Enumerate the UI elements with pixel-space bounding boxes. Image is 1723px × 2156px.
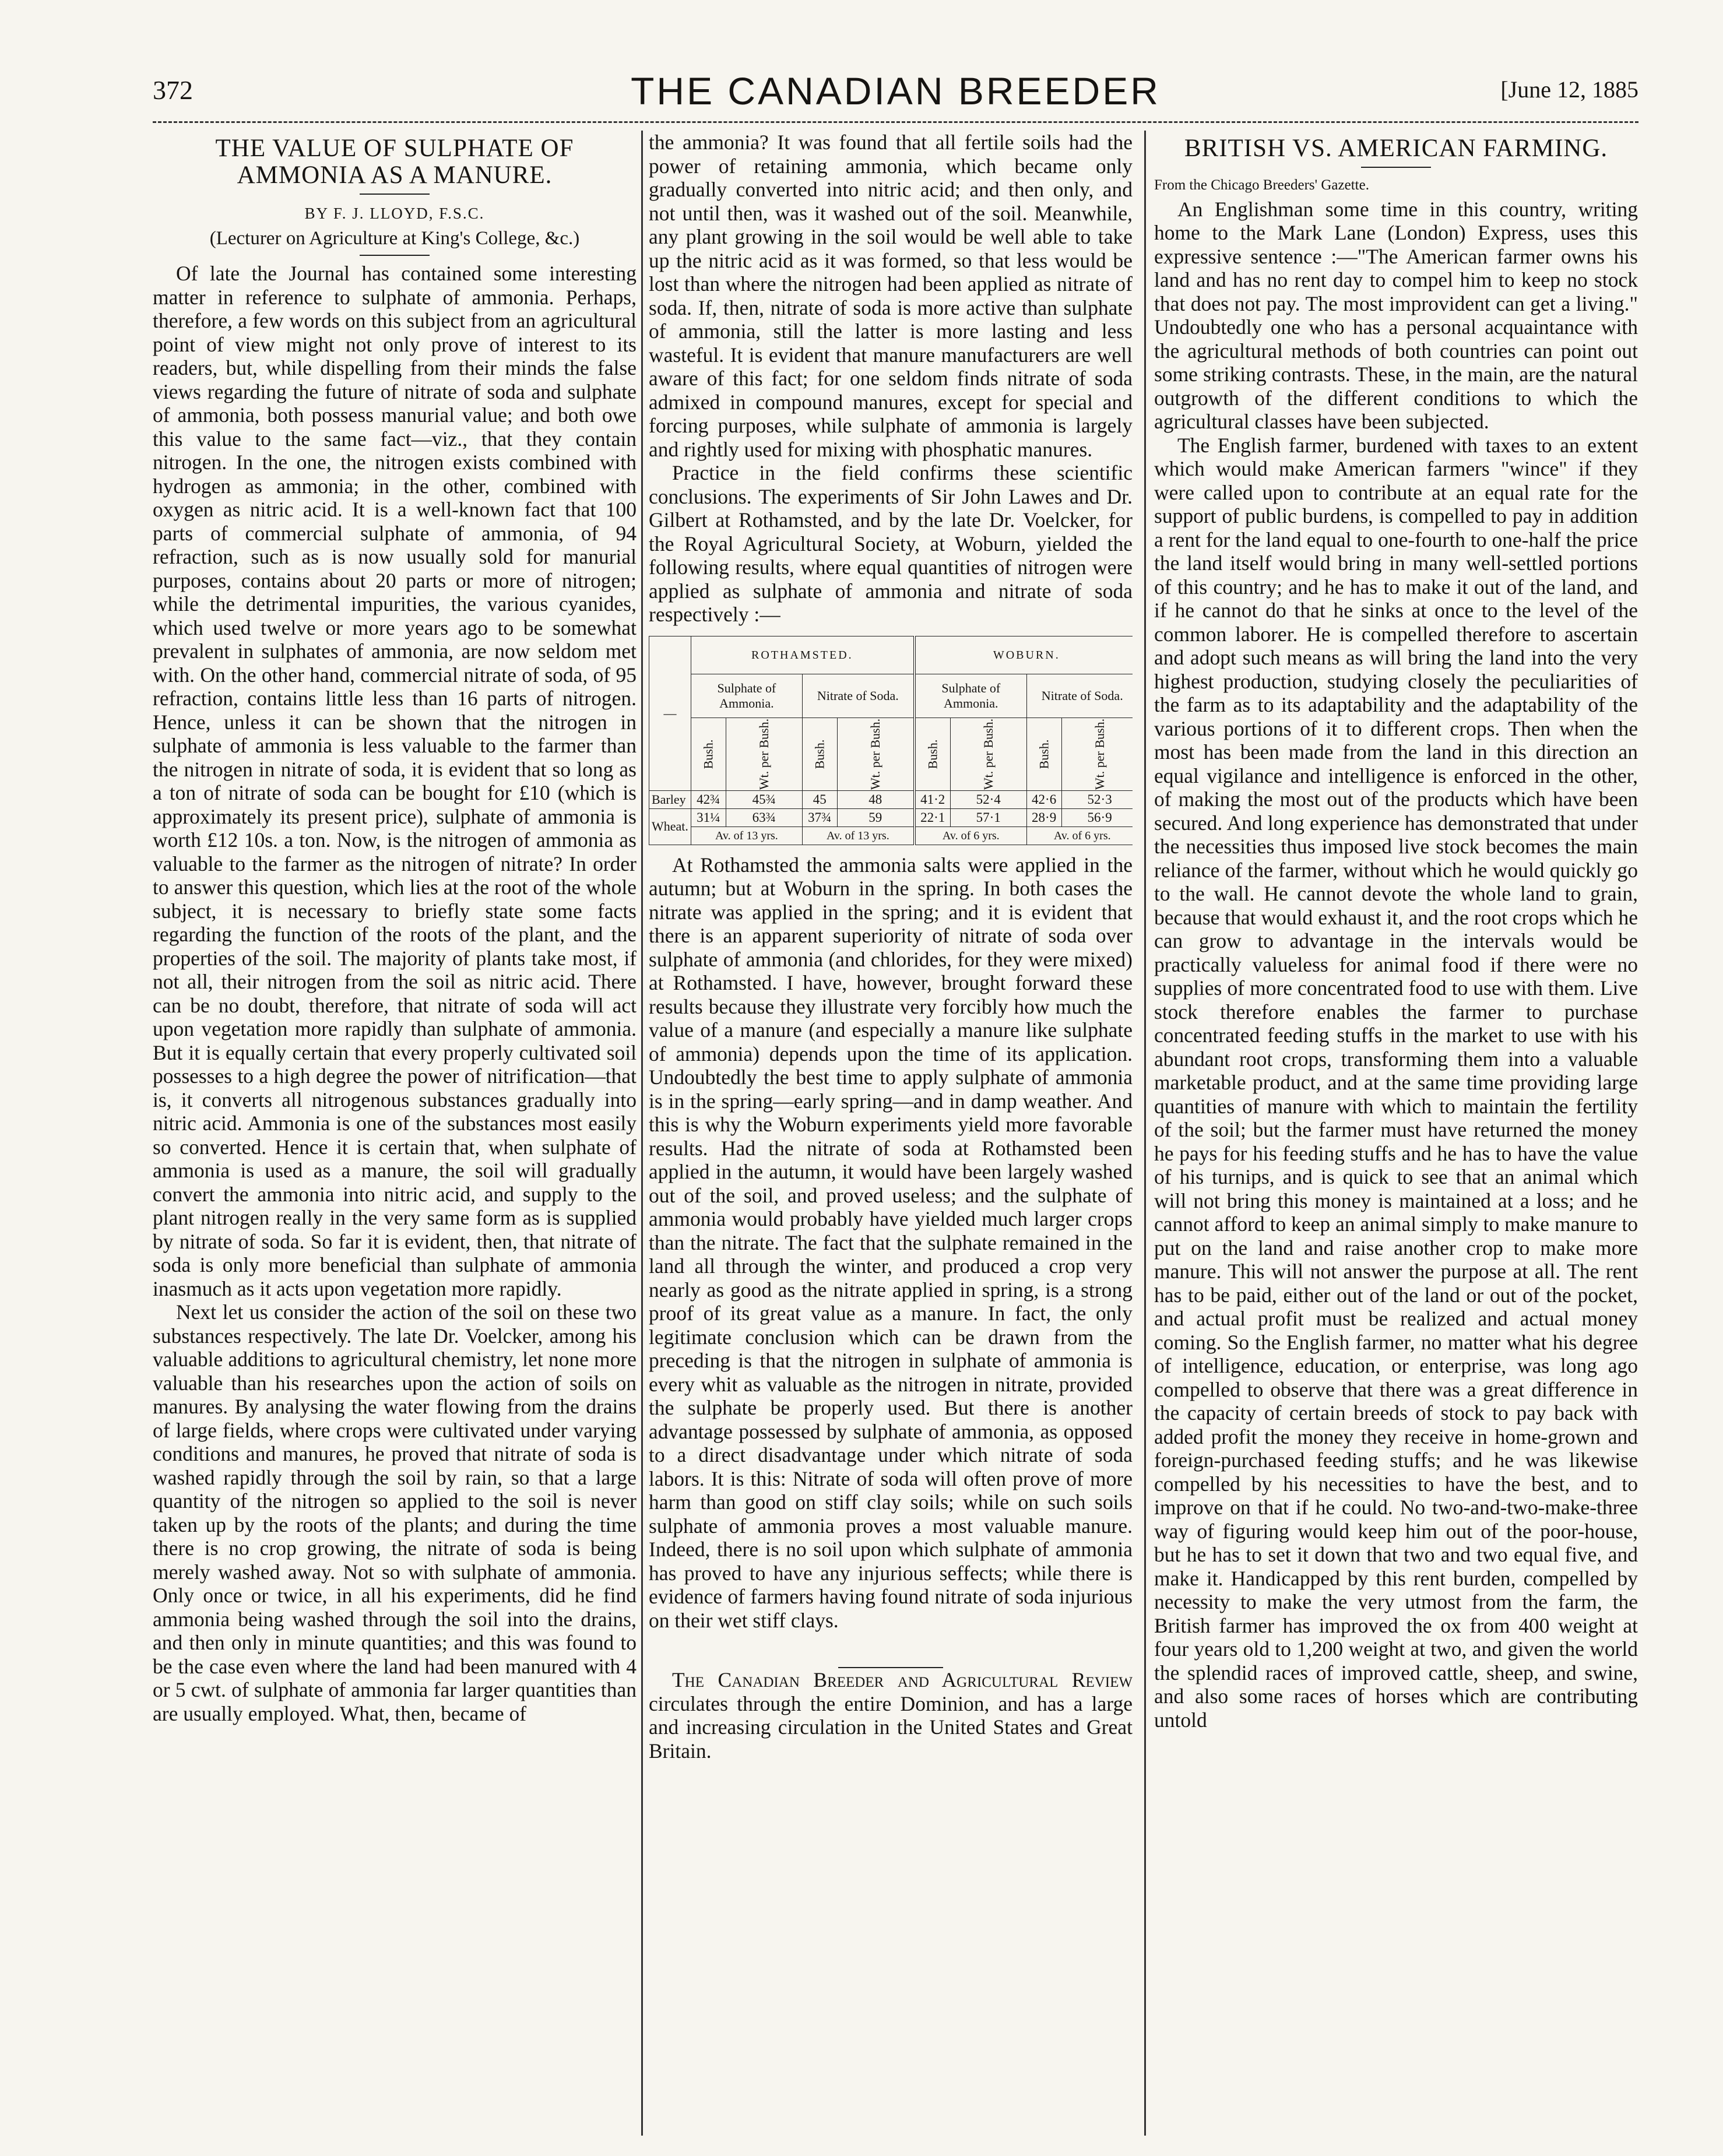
table-cell: 41·2 — [915, 790, 950, 808]
row-label: Barley — [649, 790, 691, 808]
table-unit-header: Bush. — [691, 718, 726, 790]
table-cell: 45 — [802, 790, 837, 808]
promo-lead: The Canadian Breeder and Agricultural Review — [672, 1668, 1133, 1691]
article-paragraph: the ammonia? It was found that all fertile soils had the power of retaining ammonia, which became only gradually converted into nitric acid; and then only, and not until then, was it washed out of the soil. Meanwhile, any plant growing in the soil would be well able to take up the nitric acid as it was formed, so that less would be lost than where the nitrogen had been applied as nitrate of soda. If, then, nitrate of soda is more active than sulphate of ammonia, still the latter is more lasting and less wasteful. It is evident that manure manufacturers are well aware of this fact; for one seldom finds nitrate of soda admixed in compound manures, except for special and forcing purposes, while sulphate of ammonia is largely and rightly used for mixing with phosphatic manures. — [649, 131, 1133, 461]
author-affiliation: (Lecturer on Agriculture at King's College, &c.) — [209, 227, 580, 249]
table-cell: 48 — [837, 790, 915, 808]
table-unit-header: Wt. per Bush. — [1061, 718, 1133, 790]
article-paragraph: An Englishman some time in this country, writing home to the Mark Lane (London) Express, uses this expressive sentence :—"The American farmer owns his land and has no rent day to compel him to keep no stock that does not pay. The most improvident can get a living." Undoubtedly one who has a personal acquaintance with the agricultural methods of both countries can point out some striking contrasts. These, in the main, are the natural outgrowth of the different conditions to which the agricultural classes have been subjected. — [1154, 197, 1638, 433]
table-unit-header: Bush. — [1026, 718, 1061, 790]
table-cell: 42¾ — [691, 790, 726, 808]
table-unit-header: Bush. — [915, 718, 950, 790]
article-paragraph: The English farmer, burdened with taxes to an extent which would make American farmers "wince" if they were called upon to contribute at an equal rate for the support of public burdens, is compelled to pay in addition a rent for the land equal to one-fourth to one-half the price the land itself would bring in many well-settled portions of this country; and he has to make it out of the land, and if he cannot do that he sinks at once to the level of the common laborer. He is compelled therefore to ascertain and adopt such means as will bring the land into the very highest production, studying closely the peculiarities of the farm as to its adaptability and the adaptability of the various portions of it to different crops. Then when the most has been made from the land in this direction an equal vigilance and intelligence is enforced in the other, of making the most out of the products which have been secured. And long experience has demonstrated that under the necessities thus imposed live stock becomes the main reliance of the farmer, without which he would quickly go to the wall. He cannot devote the whole land to grain, because that would exhaust it, and the root crops which he can grow to advantage in the intervals would be practically valueless for animal food if there were no supplies of more concentrated food to use with them. Live stock therefore enables the farmer to purchase concentrated feeding stuffs in the market to use with his abundant root crops, transforming them into a valuable marketable product, and at the same time providing large quantities of manure with which to maintain the fertility of the soil; but the farmer must have returned the money he pays for his feeding stuffs and he has to have the value of his turnips, and is quick to see that an animal which will not bring this money is maintained at a loss; and he cannot afford to keep an animal simply to make manure to put on the land and raise another crop to make more manure. This will not answer the purpose at all. The rent has to be paid, either out of the land or out of the pocket, and actual profit must be realized and actual money coming. So the English farmer, no matter what his degree of intelligence, education, or enterprise, was long ago compelled to observe that there was a great difference in the capacity of certain breeds of stock to pay back with added profit the money they receive in home-grown and foreign-purchased feeding stuffs; and he was likewise compelled by his necessities to have the best, and to improve on that if he could. No two-and-two-make-three way of figuring would keep him out of the poor-house, but he has to set it down that two and two equal five, and make it. Handicapped by this rent burden, compelled by necessity to make the very utmost from the farm, the British farmer has improved the ox from 400 weight at four years old to 1,200 weight at two, and given the world the splendid races of improved cattle, sheep, and swine, and also some races of horses which are contributing untold — [1154, 433, 1638, 1732]
table-cell: 45¾ — [726, 790, 802, 808]
table-cell: 56·9 — [1061, 808, 1133, 826]
column-1 — [153, 131, 637, 2136]
table-average-note: Av. of 13 yrs. — [802, 826, 914, 845]
table-subgroup-header: Nitrate of Soda. — [1026, 674, 1133, 718]
table-average-note: Av. of 6 yrs. — [1026, 826, 1133, 845]
column-2 — [649, 131, 1133, 2136]
title-rule — [360, 194, 430, 195]
issue-date: [June 12, 1885 — [1500, 76, 1638, 103]
article-title-farming: BRITISH VS. AMERICAN FARMING. — [1184, 135, 1608, 162]
table-unit-header: Bush. — [802, 718, 837, 790]
article-paragraph: Practice in the field confirms these scientific conclusions. The experiments of Sir John Lawes and Dr. Gilbert at Rothamsted, and by the late Dr. Voelcker, for the Royal Agricultural Society, at Woburn, yielded the following results, where equal quantities of nitrogen were applied as sulphate of ammonia and nitrate of soda respectively :— — [649, 461, 1133, 626]
table-corner: — — [649, 636, 691, 790]
table-cell: 28·9 — [1026, 808, 1061, 826]
results-table — [649, 636, 1133, 845]
promo-body: circulates through the entire Dominion, and has a large and increasing circulation in the United States and Great Britain. — [649, 1691, 1133, 1763]
masthead — [153, 69, 1638, 115]
column-divider — [641, 131, 643, 2136]
table-unit-header: Wt. per Bush. — [726, 718, 802, 790]
table-cell: 52·3 — [1061, 790, 1133, 808]
column-divider — [1144, 131, 1146, 2136]
table-row — [649, 808, 1133, 826]
promo-notice — [649, 1668, 1133, 1763]
title-rule — [1361, 167, 1431, 168]
table-cell: 42·6 — [1026, 790, 1061, 808]
table-unit-header: Wt. per Bush. — [950, 718, 1026, 790]
table-subgroup-header: Sulphate of Ammonia. — [915, 674, 1026, 718]
byline: BY F. J. LLOYD, F.S.C. — [304, 205, 485, 222]
table-unit-header: Wt. per Bush. — [837, 718, 915, 790]
table-row — [649, 826, 1133, 845]
article-paragraph: At Rothamsted the ammonia salts were applied in the autumn; but at Woburn in the spring. In both cases the nitrate was applied in the spring; and it is evident that there is an apparent superiority of nitrate of soda over sulphate of ammonia (and chlorides, for they were mixed) at Rothamsted. I have, however, brought forward these results because they illustrate very forcibly how much the value of a manure (and especially a manure like sulphate of ammonia) depends upon the time of its application. Undoubtedly the best time to apply sulphate of ammonia is in the spring—early spring—and in damp weather. And this is why the Woburn experiments yield more favorable results. Had the nitrate of soda at Rothamsted been applied in the autumn, it would have been largely washed out of the soil, and proved useless; and the sulphate of ammonia would probably have yielded much larger crops than the nitrate. The fact that the sulphate remained in the land all through the winter, and produced a crop very nearly as good as the nitrate applied in spring, is a strong proof of its great value as a manure. In fact, the only legitimate conclusion which can be drawn from the preceding is that the nitrogen in sulphate of ammonia is every whit as valuable as the nitrogen in nitrate, provided the sulphate be properly used. But there is another advantage possessed by sulphate of ammonia, as opposed to a direct disadvantage under which nitrate of soda labors. It is this: Nitrate of soda will often prove of more harm than good on stiff clay soils; while on such soils sulphate of ammonia proves a most valuable manure. Indeed, there is no soil upon which sulphate of ammonia has proved to have any injurious seffects; while there is evidence of farmers having found nitrate of soda injurious on their wet stiff clays. — [649, 853, 1133, 1632]
table-row — [649, 790, 1133, 808]
table-cell: 31¼ — [691, 808, 726, 826]
article-title-sulphate: THE VALUE OF SULPHATE OF AMMONIA AS A MANURE. — [215, 135, 574, 189]
table-cell: 37¾ — [802, 808, 837, 826]
table-group-header: ROTHAMSTED. — [691, 636, 914, 674]
table-subgroup-header: Nitrate of Soda. — [802, 674, 914, 718]
column-3 — [1154, 131, 1638, 2136]
table-cell: 63¾ — [726, 808, 802, 826]
table-cell: 22·1 — [915, 808, 950, 826]
table-average-note: Av. of 6 yrs. — [915, 826, 1026, 845]
article-paragraph: Next let us consider the action of the soil on these two substances respectively. The late Dr. Voelcker, among his valuable additions to agricultural chemistry, let none more valuable than his researches upon the action of soils on manures. By analysing the water flowing from the drains of large fields, where crops were cultivated under varying conditions and manures, he proved that nitrate of soda is washed rapidly through the soil by rain, so that a large quantity of the nitrogen so applied to the soil is never taken up by the roots of the plants; and during the time there is no crop growing, the nitrate of soda is being merely washed away. Not so with sulphate of ammonia. Only once or twice, in all his experiments, did he find ammonia being washed through the soil into the drains, and then only in minute quantities; and this was found to be the case even where the land had been manured with 4 or 5 cwt. of sulphate of ammonia far larger quantities than are usually employed. What, then, became of — [153, 1300, 637, 1725]
byline-rule — [360, 255, 430, 256]
page-number: 372 — [153, 75, 193, 105]
table-group-header: WOBURN. — [915, 636, 1133, 674]
row-label: Wheat. — [649, 808, 691, 845]
article-paragraph: Of late the Journal has contained some interesting matter in reference to sulphate of ammonia. Perhaps, therefore, a few words on this subject from an agricultural point of view might not only prove of interest to its readers, but, while dispelling from their minds the false views regarding the future of nitrate of soda and sulphate of ammonia, both possess manurial value; and both owe this value to the same fact—viz., that they contain nitrogen. In the one, the nitrogen exists combined with hydrogen as ammonia; in the other, combined with oxygen as nitric acid. It is a well-known fact that 100 parts of commercial sulphate of ammonia, of 94 refraction, such as is now usually sold for manurial purposes, contains about 20 parts or more of nitrogen; while the detrimental impurities, the various cyanides, which used twelve or more years ago to be somewhat prevalent in sulphates of ammonia, are now seldom met with. On the other hand, commercial nitrate of soda, of 95 refraction, contains little less than 16 parts of nitrogen. Hence, unless it can be shown that the nitrogen in sulphate of ammonia is less valuable to the farmer than the nitrogen in nitrate of soda, it is evident that so long as a ton of nitrate of soda can be bought for £10 (which is approximately its present price), sulphate of ammonia is worth £12 10s. a ton. Now, is the nitrogen of ammonia as valuable to the farmer as the nitrogen of nitrate? In order to answer this question, which lies at the root of the whole subject, it is necessary to briefly state some facts regarding the function of the roots of the plant, and the properties of the soil. The majority of plants take most, if not all, their nitrogen from the soil as nitric acid. There can be no doubt, therefore, that nitrate of soda will act upon vegetation more rapidly than sulphate of ammonia. But it is equally certain that every properly cultivated soil possesses to a high degree the power of nitrification—that is, it converts all nitrogenous substances gradually into nitric acid. Ammonia is one of the substances most easily so converted. Hence it is certain that, when sulphate of ammonia is used as a manure, the soil will gradually convert the ammonia into nitric acid, and supply to the plant nitrogen really in the very same form as is supplied by nitrate of soda. So far it is evident, then, that nitrate of soda is only more beneficial than sulphate of ammonia inasmuch as it acts upon vegetation more rapidly. — [153, 262, 637, 1300]
table-cell: 59 — [837, 808, 915, 826]
article-source: From the Chicago Breeders' Gazette. — [1154, 177, 1369, 193]
header-rule — [153, 121, 1638, 123]
table-cell: 52·4 — [950, 790, 1026, 808]
table-average-note: Av. of 13 yrs. — [691, 826, 802, 845]
table-cell: 57·1 — [950, 808, 1026, 826]
newspaper-title: THE CANADIAN BREEDER — [631, 69, 1161, 112]
table-subgroup-header: Sulphate of Ammonia. — [691, 674, 802, 718]
